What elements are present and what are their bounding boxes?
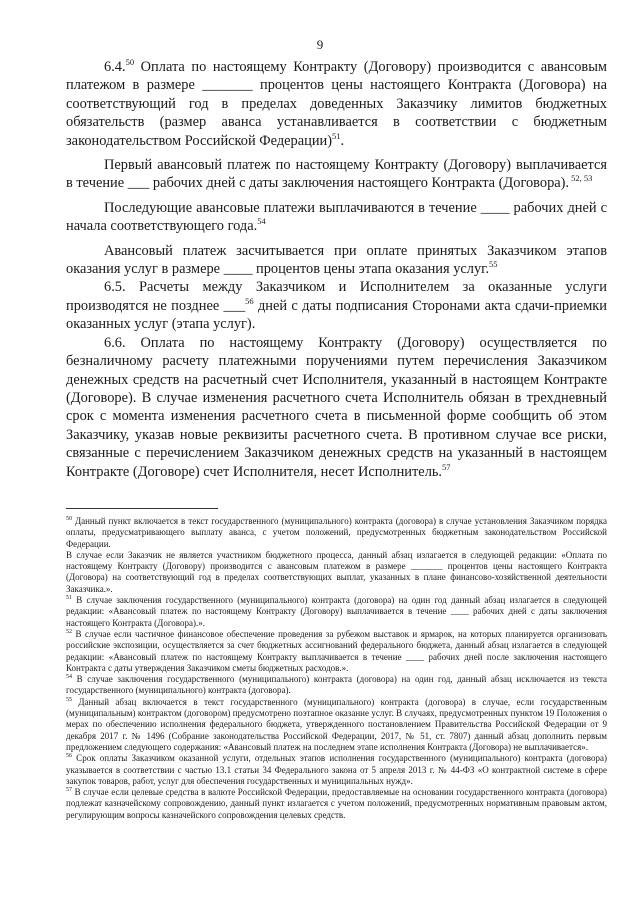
paragraph-6-5 [66,278,607,333]
footnote-ref[interactable]: 57 [442,461,451,472]
page-number: 9 [316,37,324,52]
footnote-number: 52 [66,628,72,635]
footnote-number: 56 [66,753,72,760]
body-text [66,58,607,481]
paragraph-text: 6.6. Оплата по настоящему Контракту (Договору) осуществляется по безналичному расчету платежными поручениями путем перечисления Заказчиком денежных средств на расчетный счет Исполнителя, указанный в настоящем Контракте (Договоре). В случае изменения расчетного счета Исполнитель обязан в трехдневный срок с момента изменения расчетного счета в письменной форме сообщить об этом Заказчику, указав новые реквизиты расчетного счета. В противном случае все риски, связанные с перечислением Заказчиком денежных средств на указанный в настоящем Контракте (Договоре) счет Исполнителя, несет Исполнитель. [66,334,607,480]
footnote-number: 55 [66,696,72,703]
paragraph-first-advance [66,156,607,193]
footnote [66,550,607,595]
footnote-number: 57 [66,787,72,794]
paragraph-6-6 [66,334,607,481]
footnote [66,787,607,821]
footnote-text: В случае если целевые средства в валюте Российской Федерации, предоставляемые на основании государственного контракта (договора) подлежат казначейскому сопровождению, данный пункт излагается с учетом положений, предусмотренных нормативным правовым актом, регулирующим вопросы казначейского сопровождения целевых средств. [66,787,607,820]
footnotes [66,516,607,821]
paragraph-text: Оплата по настоящему Контракту (Договору) производится с авансовым платежом в размере _______ процентов цены настоящего Контракта (Договора) на соответствующий год в пределах доведенных Заказчику лимитов бюджетных обязательств (размер аванса устанавливается в соответствии с бюджетным законодательством Российской Федерации) [66,59,607,149]
footnote-text: Срок оплаты Заказчиком оказанной услуги, отдельных этапов исполнения государственного (муниципального) контракта (договора) указывается в соответствии с частью 13.1 статьи 34 Федерального закона от 5 апреля 2013 г. № 44-ФЗ «О контрактной системе в сфере закупок товаров, работ, услуг для обеспечения государственных и муниципальных нужд». [66,753,607,786]
footnote-ref[interactable]: 55 [489,259,498,270]
paragraph-text: 6.5. Расчеты между Заказчиком и Исполнителем за оказанные услуги производятся не позднее ___ [66,279,607,314]
footnote-text: Данный пункт включается в текст государственного (муниципального) контракта (договора) в случае установления Заказчиком порядка оплаты, предусматривающего выплату аванса, с учетом положений, предусмотренных бюджетным законодательством Российской Федерации. [66,516,607,549]
paragraph-advance-offset [66,242,607,279]
paragraph-subsequent-advance [66,199,607,236]
paragraph-6-4 [66,58,607,150]
footnote-separator [66,508,218,509]
paragraph-text: Последующие авансовые платежи выплачиваются в течение ____ рабочих дней с начала соответствующего года. [66,199,607,235]
paragraph-text: дней с даты подписания Сторонами акта сдачи-приемки оказанных услуг (этапа услуг). [66,297,607,333]
paragraph-text: Первый авансовый платеж по настоящему Контракту (Договору) выплачивается в течение ___ рабочих дней с даты заключения настоящего Контракта (Договора). [66,157,607,192]
footnote [66,753,607,787]
footnote-text: В случае заключения государственного (муниципального) контракта (договора) на один год, данный абзац исключается из текста государственного (муниципального) контракта (договора). [66,674,607,696]
paragraph-text: Авансовый платеж засчитывается при оплате принятых Заказчиком этапов оказания услуг в размере ____ процентов цены этапа оказания услуг. [66,242,607,278]
footnote [66,697,607,753]
footnote-ref[interactable]: 54 [257,216,266,227]
footnote-number: 50 [66,516,72,522]
footnote-text: В случае заключения государственного (муниципального) контракта (договора) на один год данный абзац излагается в следующей редакции: «Авансовый платеж по настоящему Контракту (Договору) выплачивается в течение ____ рабочих дней с даты заключения настоящего Контракта (Договора).». [66,595,607,628]
footnote-ref[interactable]: 50 [125,57,135,68]
footnote [66,674,607,697]
footnote-number: 54 [66,674,72,681]
clause-number: 6.4. [104,59,126,75]
footnote-ref[interactable]: 52, 53 [569,173,593,184]
paragraph-text: . [340,132,345,149]
footnote-ref[interactable]: 51 [332,130,341,141]
footnote-ref[interactable]: 56 [245,296,254,307]
footnote-text: В случае если частичное финансовое обеспечение проведения за рубежом выставок и ярмарок, на которых планируется организовать российские экспозиции, осуществляется за счет бюджетных ассигнований федерального бюджета, данный абзац излагается в следующей редакции: «Авансовый платеж по настоящему Контракту выплачивается в течение ____ рабочих дней после заключения настоящего Контракта с даты утверждения Заказчиком сметы бюджетных расходов.». [66,628,607,673]
footnote [66,516,607,550]
footnote-text: В случае если Заказчик не является участником бюджетного процесса, данный абзац излагается в следующей редакции: «Оплата по настоящему Контракту (Договору) производится с авансовым платежом в размере _______ процентов цены настоящего Контракта (Договора) на соответствующий год в пределах соответствующих выплат, указанных в плане финансово-хозяйственной деятельности Заказчика.». [66,549,607,594]
footnote-number: 51 [66,595,72,602]
footnote-text: Данный абзац включается в текст государственного (муниципального) контракта (договора) в случае, если государственным (муниципальным) контрактом (договором) предусмотрено поэтапное оказание услуг. В случаях, предусмотренных пунктом 19 Положения о мерах по обеспечению исполнения федерального бюджета, утвержденного постановлением Правительства Российской Федерации от 9 декабря 2017 г. № 1496 (Собрание законодательства Российской Федерации, 2017, № 51, ст. 7807) данный абзац дополнить первым предложением следующего содержания: «Авансовый платеж на последнем этапе исполнения Контракта (Договора) не выплачивается». [66,696,607,752]
footnote [66,629,607,674]
footnote [66,595,607,629]
